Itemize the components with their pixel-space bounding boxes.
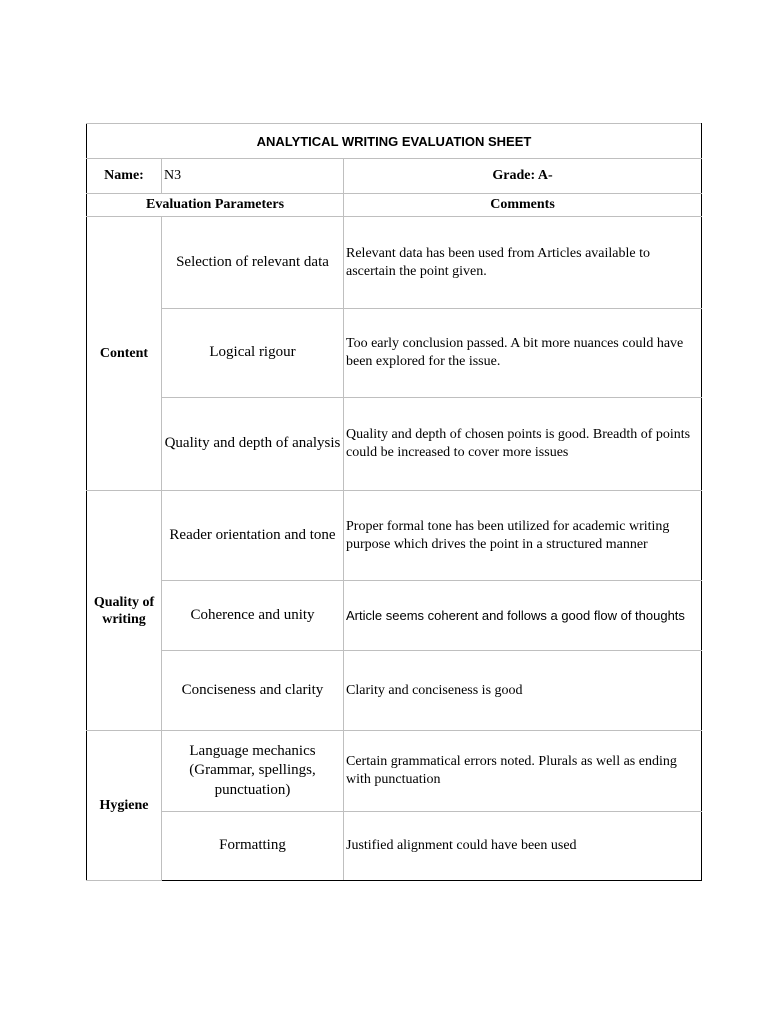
category-content: Content [87,217,162,491]
parameter-cell: Formatting [162,812,344,881]
evaluation-sheet-table [86,123,702,881]
comment-cell: Clarity and conciseness is good [344,651,702,731]
sheet-title: ANALYTICAL WRITING EVALUATION SHEET [87,124,702,159]
comments-header: Comments [344,194,702,217]
table-row [87,217,702,309]
comment-cell: Proper formal tone has been utilized for academic writing purpose which drives the point in a structured manner [344,491,702,581]
comment-cell: Too early conclusion passed. A bit more nuances could have been explored for the issue. [344,309,702,398]
parameter-cell: Language mechanics (Grammar, spellings, punctuation) [162,731,344,812]
parameter-cell: Logical rigour [162,309,344,398]
parameter-cell: Quality and depth of analysis [162,398,344,491]
name-grade-row [87,159,702,194]
parameter-cell: Conciseness and clarity [162,651,344,731]
table-row [87,398,702,491]
comment-cell: Justified alignment could have been used [344,812,702,881]
name-label: Name: [87,159,162,194]
table-row [87,491,702,581]
params-header: Evaluation Parameters [87,194,344,217]
name-value: N3 [162,159,344,194]
table-row [87,309,702,398]
table-row [87,731,702,812]
table-row [87,581,702,651]
header-row [87,194,702,217]
comment-cell: Certain grammatical errors noted. Plurals as well as ending with punctuation [344,731,702,812]
parameter-cell: Coherence and unity [162,581,344,651]
category-quality: Quality of writing [87,491,162,731]
category-hygiene: Hygiene [87,731,162,881]
parameter-cell: Reader orientation and tone [162,491,344,581]
table-row [87,812,702,881]
parameter-cell: Selection of relevant data [162,217,344,309]
table-row [87,651,702,731]
comment-cell: Quality and depth of chosen points is good. Breadth of points could be increased to cover more issues [344,398,702,491]
comment-cell: Article seems coherent and follows a good flow of thoughts [344,581,702,651]
grade-value: Grade: A- [344,159,702,194]
title-row [87,124,702,159]
comment-cell: Relevant data has been used from Articles available to ascertain the point given. [344,217,702,309]
